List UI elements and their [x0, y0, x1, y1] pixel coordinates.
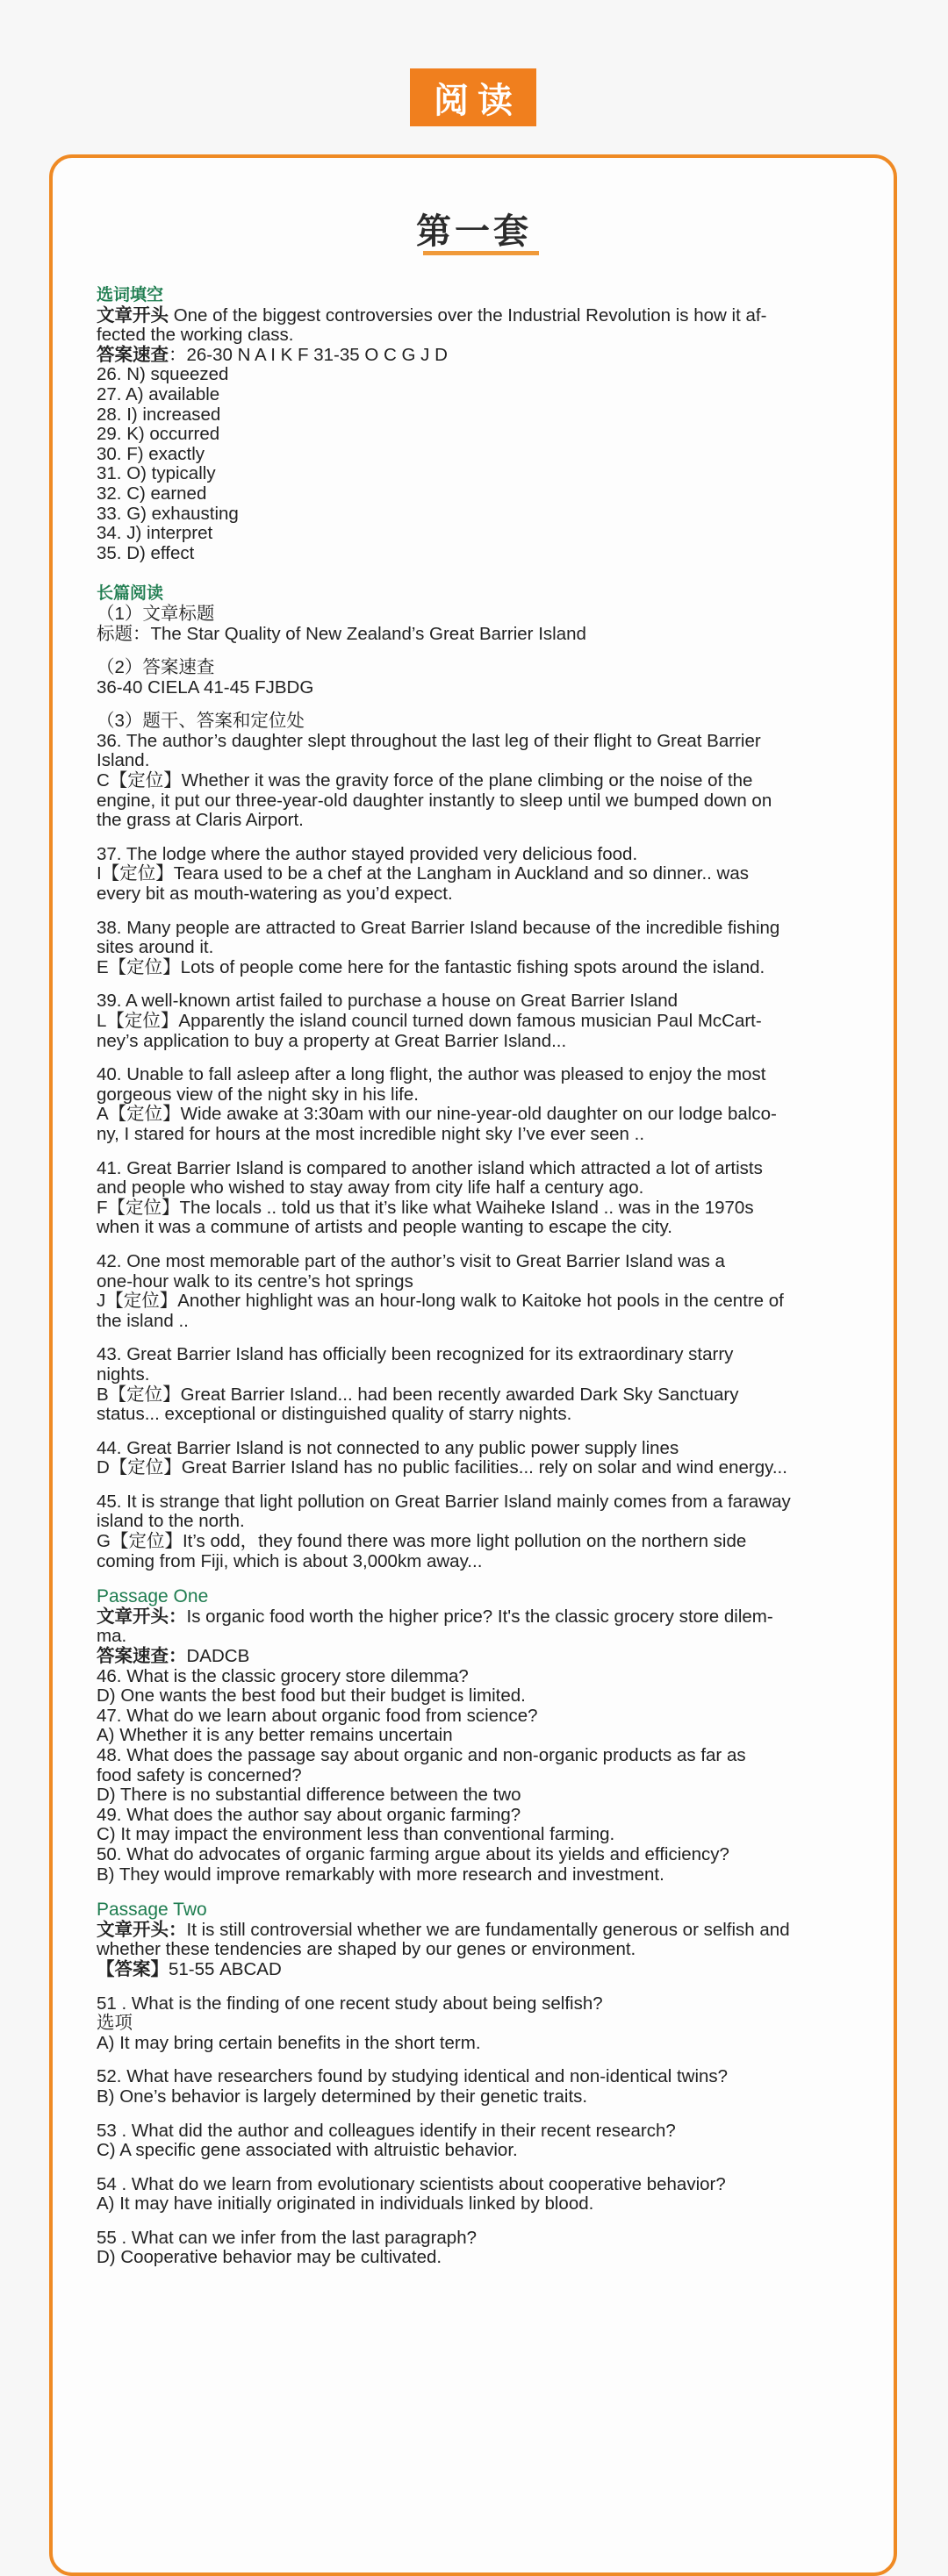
passage-two-line: 54 . What do we learn from evolutionary scientists about cooperative behavior? [97, 2173, 726, 2194]
passage-one-line: food safety is concerned? [97, 1764, 302, 1785]
passage-two-line: 选项 [97, 2013, 133, 2034]
passage-two-answer-label: 【答案】 [97, 1958, 169, 1979]
passage-two-items [97, 1980, 860, 2269]
passage-two-line: D) Cooperative behavior may be cultivated. [97, 2247, 442, 2268]
passage-one-quick [97, 1647, 860, 1667]
cloze-answer: 27. A) available [97, 383, 220, 404]
passage-one-quick-label: 答案速查： [97, 1646, 187, 1667]
cloze-quick [97, 346, 860, 366]
passage-two-opening-label: 文章开头： [97, 1919, 187, 1940]
spacer [97, 2053, 860, 2067]
passage-two-line: 55 . What can we infer from the last paragraph? [97, 2227, 478, 2248]
answer-location-line: D【定位】Great Barrier Island has no public facilities... rely on solar and wind energy... [97, 1457, 787, 1478]
passage-two-line: 53 . What did the author and colleagues identify in their recent research? [97, 2120, 676, 2141]
passage-one-line: 47. What do we learn about organic food from science? [97, 1705, 538, 1726]
question-line: 37. The lodge where the author stayed provided very delicious food. [97, 843, 638, 864]
spacer [97, 1980, 860, 1994]
question-line: one-hour walk to its centre’s hot springs [97, 1270, 413, 1292]
passage-two-line: A) It may bring certain benefits in the short term. [97, 2032, 481, 2053]
question-line: 45. It is strange that light pollution on Great Barrier Island mainly comes from a faraway [97, 1491, 791, 1512]
cloze-opening-cont: fected the working class. [97, 325, 294, 346]
cloze-heading: 选词填空 [97, 286, 164, 304]
long-reading-title-line: 标题：The Star Quality of New Zealand’s Great Barrier Island [97, 623, 586, 644]
spacer [97, 831, 860, 845]
long-reading-heading: 长篇阅读 [97, 584, 164, 604]
set-title: 第一套 [416, 212, 532, 251]
answer-location-line: engine, it put our three-year-old daughter instantly to sleep until we bumped down on [97, 790, 772, 811]
spacer [97, 2161, 860, 2175]
spacer [97, 905, 860, 919]
passage-two-line: B) One’s behavior is largely determined by their genetic traits. [97, 2086, 588, 2107]
question-line: 41. Great Barrier Island is compared to another island which attracted a lot of artists [97, 1157, 763, 1178]
passage-one-line: B) They would improve remarkably with more research and investment. [97, 1864, 664, 1885]
spacer [97, 1238, 860, 1252]
answer-location-line: the island .. [97, 1310, 189, 1331]
question-line: 42. One most memorable part of the author’s visit to Great Barrier Island was a [97, 1250, 725, 1271]
cloze-opening [97, 306, 860, 326]
question-line: and people who wished to stay away from city life half a century ago. [97, 1177, 644, 1199]
spacer [97, 1425, 860, 1439]
long-reading-title-section: （1）文章标题 [97, 603, 215, 624]
answer-location-line: when it was a commune of artists and people wanting to escape the city. [97, 1217, 672, 1238]
answer-location-line: C【定位】Whether it was the gravity force of the plane climbing or the noise of the [97, 770, 753, 791]
cloze-answer: 35. D) effect [97, 542, 195, 563]
answer-location-line: status... exceptional or distinguished quality of starry nights. [97, 1404, 572, 1425]
passage-two-line: A) It may have initially originated in individuals linked by blood. [97, 2193, 594, 2215]
spacer [97, 644, 860, 658]
answer-location-line: J【定位】Another highlight was an hour-long walk to Kaitoke hot pools in the centre of [97, 1291, 784, 1312]
passage-one-opening-text: Is organic food worth the higher price? It's the classic grocery store dilem- [186, 1606, 773, 1627]
long-reading-items [97, 732, 860, 1571]
passage-one-opening-label: 文章开头： [97, 1606, 187, 1627]
answer-location-line: coming from Fiji, which is about 3,000km away... [97, 1550, 483, 1571]
question-line: 36. The author’s daughter slept throughout the last leg of their flight to Great Barrier [97, 730, 761, 751]
cloze-quick-label: 答案速查 [97, 344, 169, 365]
cloze-answer: 29. K) occurred [97, 424, 220, 445]
cloze-answer: 33. G) exhausting [97, 503, 239, 524]
question-line: gorgeous view of the night sky in his life. [97, 1084, 419, 1105]
question-line: 38. Many people are attracted to Great Barrier Island because of the incredible fishing [97, 917, 780, 938]
question-line: 44. Great Barrier Island is not connected to any public power supply lines [97, 1437, 679, 1458]
passage-one-quick-text: DADCB [186, 1646, 250, 1667]
answer-location-line: B【定位】Great Barrier Island... had been recently awarded Dark Sky Sanctuary [97, 1384, 739, 1405]
spacer [97, 977, 860, 991]
passage-one-line: 50. What do advocates of organic farming argue about its yields and efficiency? [97, 1843, 729, 1864]
question-line: nights. [97, 1363, 150, 1385]
passage-two-opening-cont: whether these tendencies are shaped by our genes or environment. [97, 1939, 636, 1960]
question-line: 40. Unable to fall asleep after a long flight, the author was pleased to enjoy the most [97, 1064, 766, 1085]
spacer [97, 1331, 860, 1345]
answer-location-line: E【定位】Lots of people come here for the fantastic fishing spots around the island. [97, 956, 765, 977]
cloze-answer: 28. I) increased [97, 404, 221, 425]
answer-location-line: L【定位】Apparently the island council turned down famous musician Paul McCart- [97, 1011, 762, 1031]
passage-two-opening-text: It is still controversial whether we are fundamentally generous or selfish and [186, 1919, 790, 1940]
spacer [97, 1051, 860, 1065]
question-line: 39. A well-known artist failed to purchase a house on Great Barrier Island [97, 991, 679, 1012]
passage-one-line: A) Whether it is any better remains uncertain [97, 1725, 453, 1746]
cloze-answer: 32. C) earned [97, 483, 207, 504]
passage-two-heading: Passage Two [97, 1900, 207, 1921]
long-reading-answers-section: （2）答案速查 [97, 657, 215, 678]
answer-location-line: G【定位】It’s odd，they found there was more light pollution on the northern side [97, 1531, 747, 1552]
passage-two-line: 52. What have researchers found by studying identical and non-identical twins? [97, 2066, 729, 2087]
spacer [97, 698, 860, 712]
answer-location-line: ney’s application to buy a property at Great Barrier Island... [97, 1030, 567, 1051]
question-line: island to the north. [97, 1511, 245, 1532]
passage-one-opening-cont: ma. [97, 1626, 127, 1647]
passage-two-opening [97, 1921, 860, 1941]
cloze-answer: 34. J) interpret [97, 523, 213, 544]
answer-location-line: F【定位】The locals .. told us that it’s like what Waiheke Island .. was in the 1970s [97, 1197, 754, 1218]
passage-one-line: D) One wants the best food but their budget is limited. [97, 1685, 526, 1707]
passage-two-line: 51 . What is the finding of one recent study about being selfish? [97, 1993, 603, 2014]
spacer [97, 2215, 860, 2229]
passage-one-line: 49. What does the author say about organic farming? [97, 1804, 521, 1825]
question-line: Island. [97, 750, 150, 771]
spacer [97, 1478, 860, 1492]
passage-one-line: C) It may impact the environment less than conventional farming. [97, 1824, 615, 1845]
cloze-answer: 30. F) exactly [97, 443, 205, 464]
long-reading-items-section: （3）题干、答案和定位处 [97, 711, 305, 732]
passage-one-line: 46. What is the classic grocery store dilemma? [97, 1665, 469, 1686]
long-reading-answers-line: 36-40 CIELA 41-45 FJBDG [97, 676, 314, 698]
passage-two-line: C) A specific gene associated with altruistic behavior. [97, 2140, 518, 2161]
cloze-opening-text: One of the biggest controversies over the Industrial Revolution is how it af- [173, 304, 767, 326]
passage-one-line: 48. What does the passage say about organic and non-organic products as far as [97, 1745, 746, 1765]
passage-two-answer-text: 51-55 ABCAD [169, 1958, 282, 1979]
answer-location-line: the grass at Claris Airport. [97, 810, 304, 831]
question-line: sites around it. [97, 937, 214, 958]
cloze-answer-list [97, 365, 860, 563]
cloze-opening-label: 文章开头 [97, 304, 169, 326]
cloze-answer: 26. N) squeezed [97, 364, 229, 385]
answer-location-line: ny, I stared for hours at the most incredible night sky I’ve ever seen .. [97, 1123, 645, 1144]
spacer [97, 1145, 860, 1159]
passage-one-line: D) There is no substantial difference between the two [97, 1785, 521, 1806]
section-badge: 阅读 [410, 68, 536, 126]
passage-two-answer [97, 1960, 860, 1980]
passage-one-lines [97, 1667, 860, 1885]
cloze-answer: 31. O) typically [97, 463, 216, 484]
passage-one-heading: Passage One [97, 1586, 209, 1607]
question-line: 43. Great Barrier Island has officially been recognized for its extraordinary starry [97, 1344, 734, 1365]
spacer [97, 2107, 860, 2122]
answer-location-line: every bit as mouth-watering as you’d expect. [97, 884, 453, 905]
cloze-quick-text: ：26-30 N A I K F 31-35 O C G J D [169, 344, 448, 365]
answer-location-line: A【定位】Wide awake at 3:30am with our nine-year-old daughter on our lodge balco- [97, 1104, 777, 1125]
passage-one-opening [97, 1607, 860, 1628]
title-underline [423, 251, 539, 255]
answer-location-line: I【定位】Teara used to be a chef at the Langham in Auckland and so dinner.. was [97, 863, 750, 884]
document-body [97, 286, 860, 2268]
